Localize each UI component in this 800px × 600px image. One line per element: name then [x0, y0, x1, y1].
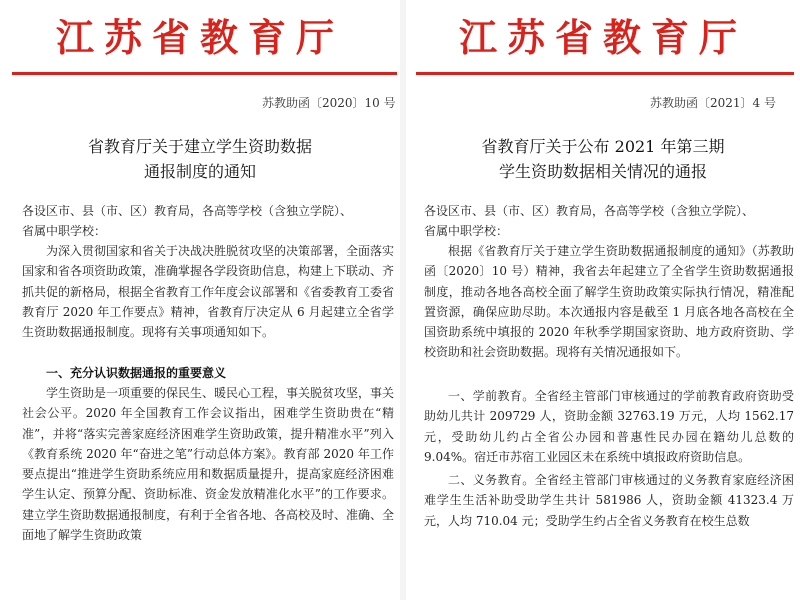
left-document-title-line2: 通报制度的通知	[143, 162, 256, 181]
right-paragraph-compulsory: 二、义务教育。全省经主管部门审核通过的义务教育家庭经济困难学生生活补助受助学生共计 581986 人，资助金额 41323.4 万元，人均 710.04 元；受助学生约占全省义务教育在校生总数	[424, 473, 794, 528]
right-addressee-line2: 省属中职学校：	[424, 224, 509, 238]
left-document-number: 苏教助函〔2020〕10 号	[262, 96, 396, 110]
right-document-letterhead: 江苏省教育厅	[458, 15, 747, 60]
left-page-fade	[0, 582, 400, 600]
left-paragraph-section-1: 学生资助是一项重要的保民生、暖民心工程，事关脱贫攻坚，事关社会公平。2020 年全国教育工作会议指出，困难学生资助贵在“精准”，并将“落实完善家庭经济困难学生资助政策，提升精准水平”列入《教育系统 2020 年“奋进之笔”行动总体方案》。教育部 2020 年工作要点提出“推进学生资助系统应用和数据质量提升，提高家庭经济困难学生认定、预算分配、资助标准、资金发放精准化水平”的工作要求。建立学生资助数据通报制度，有利于全省各地、各高校及时、准确、全面地了解学生资助政策	[22, 386, 395, 543]
left-document-title-line1: 省教育厅关于建立学生资助数据	[87, 137, 312, 156]
left-addressee-line2: 省属中职学校：	[22, 224, 107, 238]
right-paragraph-intro: 根据《省教育厅关于建立学生资助数据通报制度的通知》（苏教助函〔2020〕10 号）精神，我省去年起建立了全省学生资助数据通报制度，推动各地各高校全面了解学生资助政策实际执行情况，精准配置资源，确保应助尽助。本次通报内容是截至 1 月底各地各高校在全国资助系统中填报的 2020 年秋季学期国家资助、地方政府资助、学校资助和社会资助数据。现将有关情况通报如下。	[424, 244, 794, 360]
left-section-heading-1: 一、充分认识数据通报的重要意义	[46, 366, 227, 380]
right-document-title-line2: 学生资助数据相关情况的通报	[498, 162, 707, 181]
right-document-page	[406, 0, 800, 600]
left-paragraph-intro: 为深入贯彻国家和省关于决战决胜脱贫攻坚的决策部署，全面落实国家和省各项资助政策，准确掌握各学段资助信息，构建上下联动、齐抓共促的新格局，根据全省教育工作年度会议部署和《省委教育工委省教育厅 2020 年工作要点》精神，省教育厅决定从 6 月起建立全省学生资助数据通报制度。现将有关事项通知如下。	[22, 244, 395, 340]
left-addressee-line1: 各设区市、县（市、区）教育局，各高等学校（含独立学院）、	[22, 204, 353, 218]
right-page-fade	[406, 582, 800, 600]
right-addressee-line1: 各设区市、县（市、区）教育局，各高等学校（含独立学院）、	[424, 204, 755, 218]
left-document-letterhead: 江苏省教育厅	[55, 15, 344, 60]
left-letterhead-red-rule	[12, 72, 397, 75]
right-document-number: 苏教助函〔2021〕4 号	[650, 96, 776, 110]
right-letterhead-red-rule	[416, 72, 794, 75]
right-document-title-line1: 省教育厅关于公布 2021 年第三期	[481, 137, 725, 156]
right-paragraph-preschool: 一、学前教育。全省经主管部门审核通过的学前教育政府资助受助幼儿共计 209729 人，资助金额 32763.19 万元，人均 1562.17 元，受助幼儿约占全省公办园和普惠性民办园在籍幼儿总数的 9.04%。宿迁市苏宿工业园区未在系统中填报政府资助信息。	[424, 389, 794, 464]
